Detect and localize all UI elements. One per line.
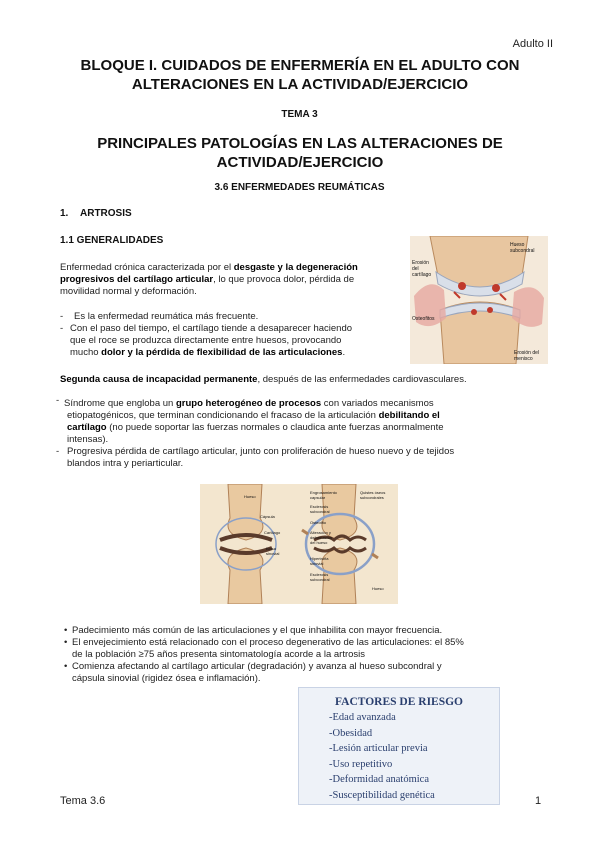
label-bolsa-sinovial: Bolsa sinovial: [266, 546, 280, 556]
list-epidemiology: • Padecimiento más común de las articulaciones y el que inhabilita con mayor frecuencia. • El envejecimiento está relacionado con el proceso degenerativo de las articulaciones: el 85% de la población ≥75 años presenta sintomatología acorde a la artrosis • Comienza afectando al cartílago articular (degradación) y avanza al hueso subcondral y cápsula sinovial (rigidez ósea e inflamación).: [64, 625, 464, 684]
second-cause: Segunda causa de incapacidad permanente, después de las enfermedades cardiovasculares.: [60, 374, 467, 385]
footer-tema: Tema 3.6: [60, 795, 106, 807]
label-hueso-2: Hueso: [372, 586, 384, 591]
label-hueso: Hueso: [244, 494, 256, 499]
knee-osteoarthritis-image: [410, 236, 548, 364]
risk-item: -Deformidad anatómica: [329, 774, 429, 785]
section-title: 3.6 ENFERMEDADES REUMÁTICAS: [214, 182, 385, 193]
label-alteracion: Alteración y deformación del hueso: [310, 530, 333, 545]
label-hueso-subcondral: Hueso subcondral: [510, 242, 535, 254]
risk-item: -Lesión articular previa: [329, 743, 428, 754]
heading-artrosis: 1. ARTROSIS: [60, 208, 132, 219]
list-frequency: - Es la enfermedad reumática más frecuente. - Con el paso del tiempo, el cartílago tiende a desaparecer haciendo que el roce se produzca directamente entre huesos, provocando mucho dolor y la pérdida de flexibilidad de las articulaciones.: [60, 311, 353, 358]
label-esclerosis: Esclerosis subcondral: [310, 504, 330, 514]
label-osteofito: Osteofito: [310, 520, 327, 525]
tema-title: PRINCIPALES PATOLOGÍAS EN LAS ALTERACIONES DE ACTIVIDAD/EJERCICIO: [97, 135, 503, 171]
tema-label: TEMA 3: [281, 109, 318, 120]
label-engrosamiento: Engrosamiento capsular: [310, 490, 337, 500]
intro-paragraph: Enfermedad crónica caracterizada por el desgaste y la degeneración progresivos del cartílago articular, lo que provoca dolor, pérdida de movilidad normal y deformación.: [60, 262, 358, 297]
list-definition: - Síndrome que engloba un grupo heterogéneo de procesos con variados mecanismos etiopatogénicos, que terminan condicionando el fracaso de la articulación debilitando el cartílago (no puede soportar las fuerzas normales o claudica ante fuerzas anormalmente intensas). - Progresiva pérdida de cartílago articular, junto con proliferación de hueso nuevo y de tejidos blandos intra y periarticular.: [56, 395, 455, 469]
label-hipertrofia: Hipertrofia sinovial: [310, 556, 329, 566]
risk-item: -Uso repetitivo: [329, 758, 393, 770]
label-capsula: Cápsula: [260, 514, 275, 519]
header-course: Adulto II: [512, 38, 553, 50]
block-title: BLOQUE I. CUIDADOS DE ENFERMERÍA EN EL ADULTO CON ALTERACIONES EN LA ACTIVIDAD/EJERCICIO: [80, 57, 520, 93]
risk-factors-box: [298, 687, 500, 805]
joint-comparison-image: [200, 484, 398, 604]
label-osteofitos: Osteofitos: [412, 316, 435, 322]
label-esclerosis-2: Esclerosis subcondral: [310, 572, 330, 582]
label-erosion-menisco: Erosión del menisco: [514, 350, 540, 362]
subheading-generalidades: 1.1 GENERALIDADES: [60, 235, 164, 246]
label-quistes: Quistes óseos subcondrales: [360, 490, 386, 500]
label-erosion-cartilago: Erosión del cartílago: [412, 260, 432, 278]
page-number: 1: [535, 795, 542, 807]
risk-item: -Edad avanzada: [329, 712, 396, 723]
label-cartilago: Cartílago: [264, 530, 281, 535]
risk-item: -Obesidad: [329, 727, 373, 739]
risk-item: -Susceptibilidad genética: [329, 789, 435, 801]
risk-factors-title: FACTORES DE RIESGO: [334, 696, 464, 708]
